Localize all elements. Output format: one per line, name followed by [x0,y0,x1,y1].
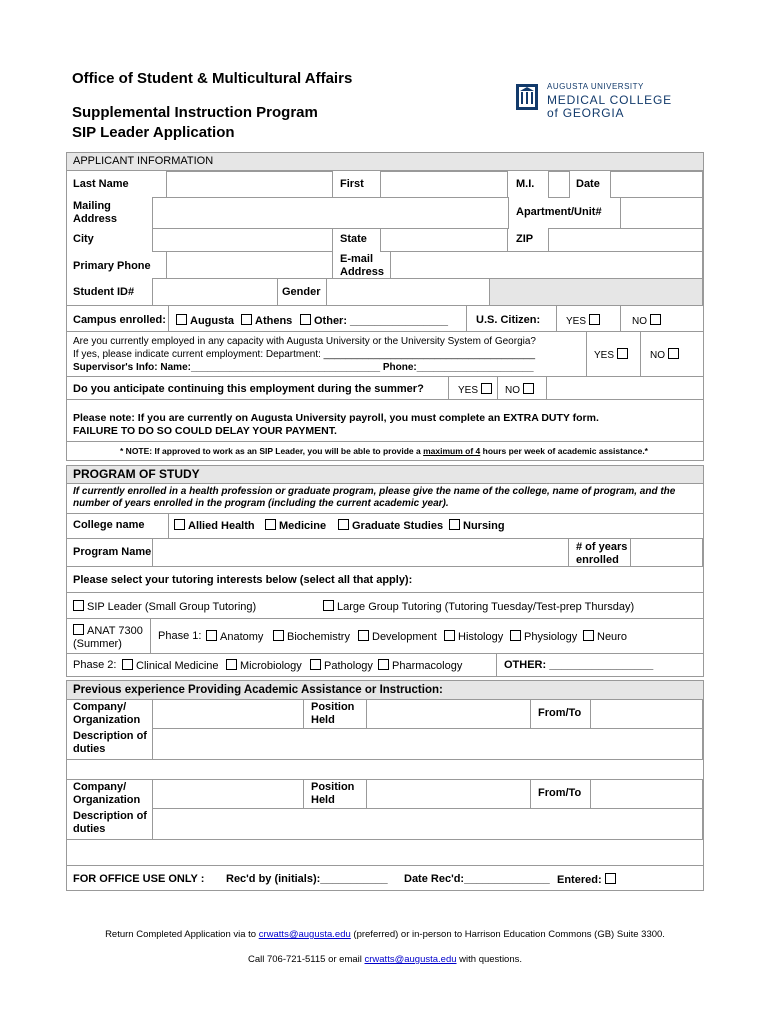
checkbox-icon[interactable] [174,519,185,530]
phase1-histology[interactable] [444,630,503,644]
college-medicine[interactable] [265,519,326,533]
phase2-pathology[interactable] [310,659,373,673]
company-label-2: Company/ Organization [73,781,141,806]
row-divider [66,759,703,760]
study-section-header [66,465,704,484]
from-to-label-2: From/To [538,787,582,799]
checkbox-icon[interactable] [310,659,321,670]
first-name-field[interactable] [380,171,508,198]
small-group-option[interactable] [73,600,256,614]
program-name-label: Program Name [73,546,152,558]
company-field-2[interactable] [152,779,304,809]
checkbox-icon[interactable] [668,348,679,359]
employ-no-divider [640,331,641,376]
anat-option[interactable] [73,624,143,651]
years-enrolled-field[interactable] [630,538,703,567]
checkbox-icon[interactable] [378,659,389,670]
program-title: Supplemental Instruction Program [72,104,318,121]
apartment-label: Apartment/Unit# [516,206,602,218]
micro-label: Microbiology [240,660,302,672]
citizen-yes-divider [556,305,557,331]
description-label-2: Description of duties [73,810,147,835]
campus-athens[interactable] [241,314,292,328]
row-divider [66,376,703,377]
college-divider [168,513,169,538]
position-field-1[interactable] [366,699,531,729]
apartment-field[interactable] [620,197,703,229]
hours-note [66,446,702,456]
phase1-neuro[interactable] [583,630,627,644]
phase1-biochemistry[interactable] [273,630,350,644]
graduate-label: Graduate Studies [352,520,444,532]
hours-note-max: maximum of 4 [423,446,481,456]
email-label: E-mail Address [340,253,385,278]
college-allied-health[interactable] [174,519,255,533]
mi-label: M.I. [516,178,535,190]
experience-section-header [66,680,704,700]
mailing-address-field[interactable] [152,197,509,229]
row-divider [66,566,703,567]
study-instructions: If currently enrolled in a health profession or graduate program, please give the name of the college, name of program, and the number of years enrolled in the program (including the current academic year). [73,486,676,509]
summer-yes-label: YES [458,385,479,396]
checkbox-icon[interactable] [510,630,521,641]
student-id-field[interactable] [152,278,278,306]
checkbox-icon[interactable] [176,314,187,325]
row-divider [66,592,703,593]
logo-line1: MEDICAL COLLEGE [547,93,672,107]
checkbox-icon[interactable] [73,600,84,611]
anat-divider [150,618,151,653]
nursing-label: Nursing [463,520,505,532]
row-divider [66,441,703,442]
office-use-label: FOR OFFICE USE ONLY : [73,873,205,885]
checkbox-icon[interactable] [523,383,534,394]
row-divider [66,653,703,654]
position-label-1: Position Held [311,701,355,726]
applicant-section-title: APPLICANT INFORMATION [73,155,214,167]
campus-augusta-label: Augusta [190,315,234,327]
zip-label: ZIP [516,233,534,245]
citizen-no[interactable] [632,314,664,328]
date-field[interactable] [610,171,703,198]
phase1-development[interactable] [358,630,437,644]
campus-athens-label: Athens [255,315,293,327]
summer-end-divider [546,376,547,399]
checkbox-icon[interactable] [444,630,455,641]
office-entered[interactable] [557,873,619,887]
checkbox-icon[interactable] [73,624,84,635]
phase1-physiology[interactable] [510,630,577,644]
row-divider [66,839,703,840]
citizen-no-label: NO [632,316,647,327]
from-to-field-2[interactable] [590,779,703,809]
summer-no-label: NO [505,385,520,396]
checkbox-icon[interactable] [241,314,252,325]
checkbox-icon[interactable] [265,519,276,530]
college-nursing[interactable] [449,519,505,533]
checkbox-icon[interactable] [583,630,594,641]
checkbox-icon[interactable] [273,630,284,641]
office-date-recd: Date Rec'd:______________ [404,873,550,885]
footer-return-line [0,928,770,941]
physiology-label: Physiology [524,631,578,643]
first-name-label: First [340,178,364,190]
questions-email-link[interactable]: crwatts@augusta.edu [364,954,457,965]
tutoring-question: Please select your tutoring interests below (select all that apply): [73,574,413,586]
checkbox-icon[interactable] [605,873,616,884]
checkbox-icon[interactable] [300,314,311,325]
neuro-label: Neuro [597,631,627,643]
company-label-1: Company/ Organization [73,701,141,726]
gender-label: Gender [282,286,321,298]
email-field[interactable] [390,251,703,279]
checkbox-icon[interactable] [589,314,600,325]
row-divider [66,305,703,306]
zip-field[interactable] [548,228,703,252]
mailing-address-label: Mailing Address [73,200,118,225]
citizen-yes[interactable] [566,314,603,328]
city-field[interactable] [152,228,333,252]
campus-other-label: Other: ________________ [314,315,448,327]
phase1-anatomy[interactable] [206,630,263,644]
summer-question: Do you anticipate continuing this employment during the summer? [73,383,424,395]
checkbox-icon[interactable] [338,519,349,530]
payroll-warning: FAILURE TO DO SO COULD DELAY YOUR PAYMENT. [73,425,337,437]
small-group-label: SIP Leader (Small Group Tutoring) [87,601,257,613]
mi-field[interactable] [548,171,570,198]
clinical-label: Clinical Medicine [136,660,219,672]
checkbox-icon[interactable] [206,630,217,641]
employment-department: If yes, please indicate current employment: Department: ______________________________________ [73,349,536,360]
study-other-label: OTHER: _________________ [504,659,654,671]
gender-shaded-cell [489,278,703,306]
supervisor-info: Supervisor's Info: Name:__________________________________ Phone:_____________________ [73,362,534,373]
checkbox-icon[interactable] [617,348,628,359]
phase2-clinical[interactable] [122,659,219,673]
company-field-1[interactable] [152,699,304,729]
employ-divider [586,331,587,376]
applicant-section-header [66,152,704,171]
histology-label: Histology [458,631,504,643]
college-graduate[interactable] [338,519,443,533]
large-group-label: Large Group Tutoring (Tutoring Tuesday/Test-prep Thursday) [337,601,635,613]
footer-line2-b: with questions. [456,954,523,965]
position-field-2[interactable] [366,779,531,809]
date-label: Date [576,178,600,190]
summer-no[interactable] [505,383,537,397]
last-name-label: Last Name [73,178,129,190]
anatomy-label: Anatomy [220,631,264,643]
form-header [72,70,352,142]
campus-label: Campus enrolled: [73,314,166,326]
form-title: SIP Leader Application [72,124,235,141]
employed-yes[interactable] [594,348,631,362]
university-logo [515,82,705,122]
row-divider [66,865,703,866]
summer-no-divider [497,376,498,399]
state-field[interactable] [380,228,508,252]
phase2-microbiology[interactable] [226,659,302,673]
phase2-label: Phase 2: [73,659,117,671]
medicine-label: Medicine [279,520,327,532]
from-to-label-1: From/To [538,707,582,719]
primary-phone-field[interactable] [166,251,333,279]
description-label-1: Description of duties [73,730,147,755]
us-citizen-label: U.S. Citizen: [476,314,541,326]
program-name-field[interactable] [152,538,569,567]
employment-question: Are you currently employed in any capacity with Augusta University or the University System of Georgia? [73,336,536,347]
payroll-note: Please note: If you are currently on Augusta University payroll, you must complete an EXTRA DUTY form. [73,412,599,424]
phase1-label: Phase 1: [158,630,202,642]
description-field-2[interactable] [152,808,703,840]
footer-line1-b: (preferred) or in-person to Harrison Education Commons (GB) Suite 3300. [350,929,665,940]
row-divider [66,618,703,619]
footer-line2-a: Call 706-721-5115 or email [247,954,365,965]
logo-top-text: AUGUSTA UNIVERSITY [547,82,644,91]
college-name-label: College name [73,519,145,531]
phase2-pharmacology[interactable] [378,659,462,673]
footer-line1-a: Return Completed Application via to [105,929,259,940]
hours-note-c: hours per week of academic assistance.* [480,446,648,456]
citizen-no-divider [620,305,621,331]
building-icon [515,82,539,112]
gender-field[interactable] [326,278,490,306]
checkbox-icon[interactable] [449,519,460,530]
study-section-title: PROGRAM OF STUDY [73,467,200,481]
student-id-label: Student ID# [73,286,135,298]
allied-health-label: Allied Health [188,520,255,532]
checkbox-icon[interactable] [226,659,237,670]
employed-no-label: NO [650,350,665,361]
development-label: Development [372,631,437,643]
row-divider [66,399,703,400]
primary-phone-label: Primary Phone [73,260,151,272]
checkbox-icon[interactable] [481,383,492,394]
from-to-field-1[interactable] [590,699,703,729]
pharm-label: Pharmacology [392,660,463,672]
campus-other[interactable] [300,314,448,328]
campus-divider [168,305,169,331]
state-label: State [340,233,367,245]
years-enrolled-label: # of years enrolled [576,541,628,566]
office-title: Office of Student & Multicultural Affairs [72,70,353,87]
summer-yes[interactable] [458,383,495,397]
description-field-1[interactable] [152,728,703,760]
contact-email-link[interactable]: crwatts@augusta.edu [258,929,351,940]
row-divider [66,331,703,332]
other-divider [496,653,497,676]
citizen-yes-label: YES [566,316,587,327]
last-name-field[interactable] [166,171,333,198]
large-group-option[interactable] [323,600,634,614]
experience-section-title: Previous experience Providing Academic Assistance or Instruction: [73,684,443,696]
city-label: City [73,233,94,245]
anat-label: ANAT 7300 (Summer) [73,625,143,650]
office-entered-label: Entered: [557,874,602,886]
checkbox-icon[interactable] [358,630,369,641]
pathology-label: Pathology [324,660,373,672]
employed-no[interactable] [650,348,682,362]
checkbox-icon[interactable] [650,314,661,325]
summer-divider [448,376,449,399]
biochem-label: Biochemistry [287,631,350,643]
citizen-divider [466,305,467,331]
office-recd-by: Rec'd by (initials):___________ [226,873,388,885]
position-label-2: Position Held [311,781,355,806]
footer-call-line [0,953,770,966]
checkbox-icon[interactable] [122,659,133,670]
employed-yes-label: YES [594,350,615,361]
row-divider [66,513,703,514]
checkbox-icon[interactable] [323,600,334,611]
hours-note-a: * NOTE: If approved to work as an SIP Leader, you will be able to provide a [120,446,424,456]
campus-augusta[interactable] [176,314,234,328]
logo-line2: of GEORGIA [547,106,625,120]
